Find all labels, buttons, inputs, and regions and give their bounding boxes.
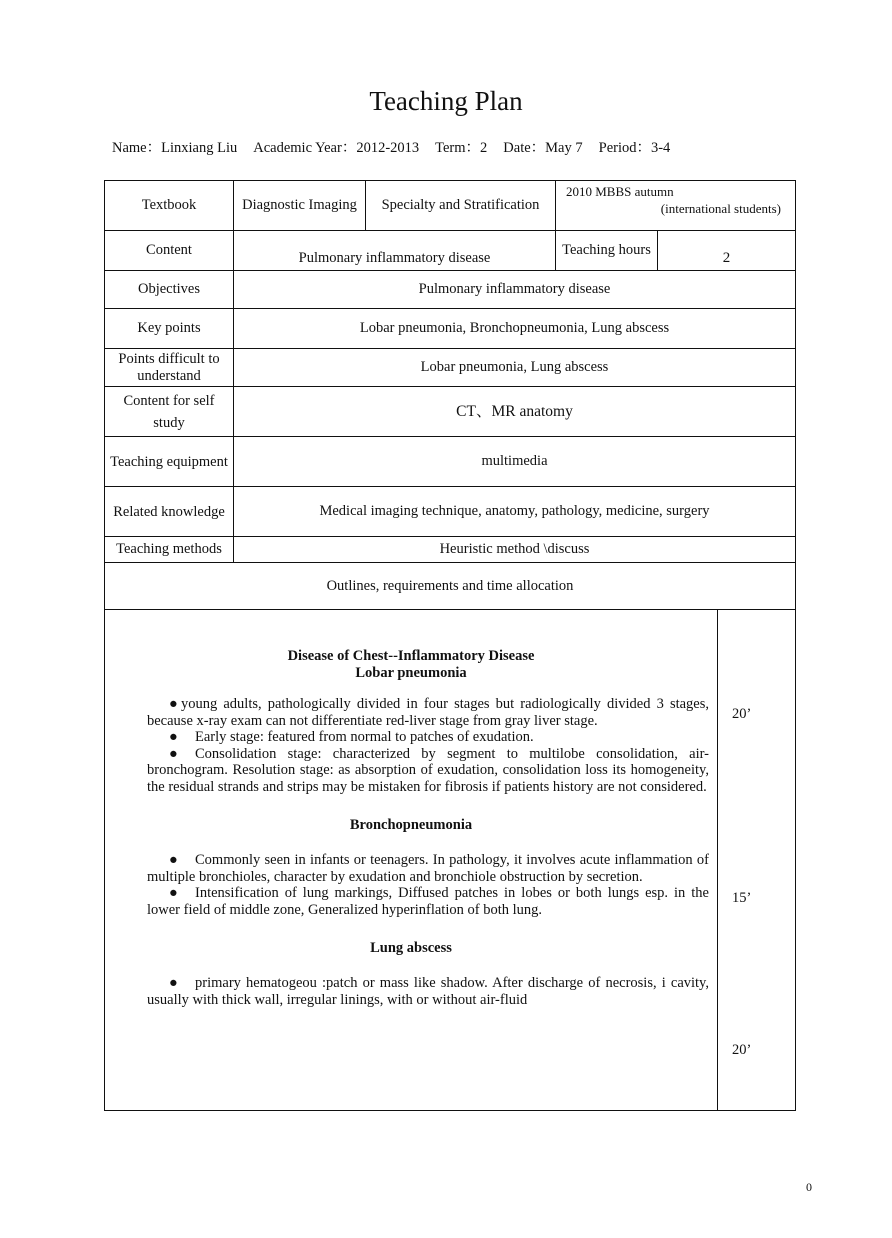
related-label: Related knowledge (105, 487, 234, 537)
equipment-label: Teaching equipment (105, 437, 234, 487)
abscess-paragraph-1: ● primary hematogeou :patch or mass like shadow. After discharge of necrosis, i cavity, usually with thick wall, irregular linings, with or without air-fluid (147, 975, 709, 1008)
heading-lobar-pneumonia: Lobar pneumonia (355, 665, 467, 681)
difficult-label: Points difficult to understand (105, 349, 234, 387)
time-abscess: 20’ (732, 1042, 752, 1058)
heading-lung-abscess: Lung abscess (370, 940, 452, 956)
time-broncho: 15’ (732, 890, 752, 906)
specialty-value-line1: 2010 MBBS autumn (566, 184, 674, 199)
row-textbook (105, 181, 796, 231)
textbook-label: Textbook (105, 181, 234, 231)
lobar-paragraph-1: ● young adults, pathologically divided in four stages but radiologically divided 3 stages, because x-ray exam can not differentiate red-liver stage from gray liver stage. (147, 696, 709, 729)
objectives-value: Pulmonary inflammatory disease (234, 271, 796, 309)
outlines-header: Outlines, requirements and time allocation (105, 563, 796, 610)
page-title: Teaching Plan (369, 86, 523, 116)
methods-label: Teaching methods (105, 537, 234, 563)
broncho-paragraph-1: ● Commonly seen in infants or teenagers. In pathology, it involves acute inflammation of multiple bronchioles, character by exudation and bronchiole obstruction by secretion. (147, 852, 709, 885)
difficult-value: Lobar pneumonia, Lung abscess (234, 349, 796, 387)
hours-label: Teaching hours (556, 231, 658, 271)
specialty-label: Specialty and Stratification (366, 181, 556, 231)
content-label: Content (105, 231, 234, 271)
lobar-paragraph-3: ● Consolidation stage: characterized by segment to multilobe consolidation, air-bronchogram. Resolution stage: as absorption of exudation, consolidation loss its homogeneity, the residual strands and strips may be mistaken for fibrosis if patients history are not considered. (147, 745, 709, 795)
page-number: 0 (806, 1180, 812, 1194)
bullet-icon: ● (169, 975, 178, 991)
row-selfstudy (105, 387, 796, 437)
time-column (718, 610, 796, 1111)
bullet-icon: ● (169, 745, 178, 762)
row-methods (105, 537, 796, 563)
outline-body (105, 610, 718, 1111)
row-equipment (105, 437, 796, 487)
selfstudy-label: Content for self study (105, 387, 234, 437)
bullet-icon: ● (169, 885, 178, 901)
row-outlines-header (105, 563, 796, 610)
bullet-icon: ● (169, 696, 178, 712)
lobar-paragraph-2: ● Early stage: featured from normal to patches of exudation. (147, 729, 709, 746)
heading-bronchopneumonia: Bronchopneumonia (349, 817, 473, 833)
specialty-value-line2: (international students) (660, 201, 781, 216)
bullet-icon: ● (169, 852, 178, 868)
equipment-value: multimedia (234, 437, 796, 487)
row-objectives (105, 271, 796, 309)
bullet-icon: ● (169, 729, 178, 745)
meta-term: Term：2 (435, 140, 488, 156)
heading-chest-disease: Disease of Chest--Inflammatory Disease (287, 648, 535, 664)
row-difficult (105, 349, 796, 387)
row-content (105, 231, 796, 271)
time-lobar: 20’ (732, 706, 752, 722)
specialty-value (556, 181, 796, 231)
meta-line (112, 136, 686, 157)
methods-value: Heuristic method \discuss (234, 537, 796, 563)
selfstudy-value: CT、MR anatomy (234, 387, 796, 437)
related-value: Medical imaging technique, anatomy, pathology, medicine, surgery (234, 487, 796, 537)
row-body (105, 610, 796, 1111)
teaching-plan-table (104, 180, 796, 1111)
meta-period: Period：3-4 (598, 140, 671, 156)
broncho-paragraph-2: ● Intensification of lung markings, Diffused patches in lobes or both lungs esp. in the lower field of middle zone, Generalized hyperinflation of both lung. (147, 885, 709, 918)
row-related (105, 487, 796, 537)
meta-name: Name：Linxiang Liu (112, 140, 238, 156)
row-keypoints (105, 309, 796, 349)
objectives-label: Objectives (105, 271, 234, 309)
content-value: Pulmonary inflammatory disease (234, 231, 556, 271)
hours-value: 2 (658, 231, 796, 271)
meta-date: Date：May 7 (503, 140, 583, 156)
keypoints-value: Lobar pneumonia, Bronchopneumonia, Lung abscess (234, 309, 796, 349)
textbook-value: Diagnostic Imaging (234, 181, 366, 231)
meta-academic-year: Academic Year：2012-2013 (253, 140, 420, 156)
keypoints-label: Key points (105, 309, 234, 349)
